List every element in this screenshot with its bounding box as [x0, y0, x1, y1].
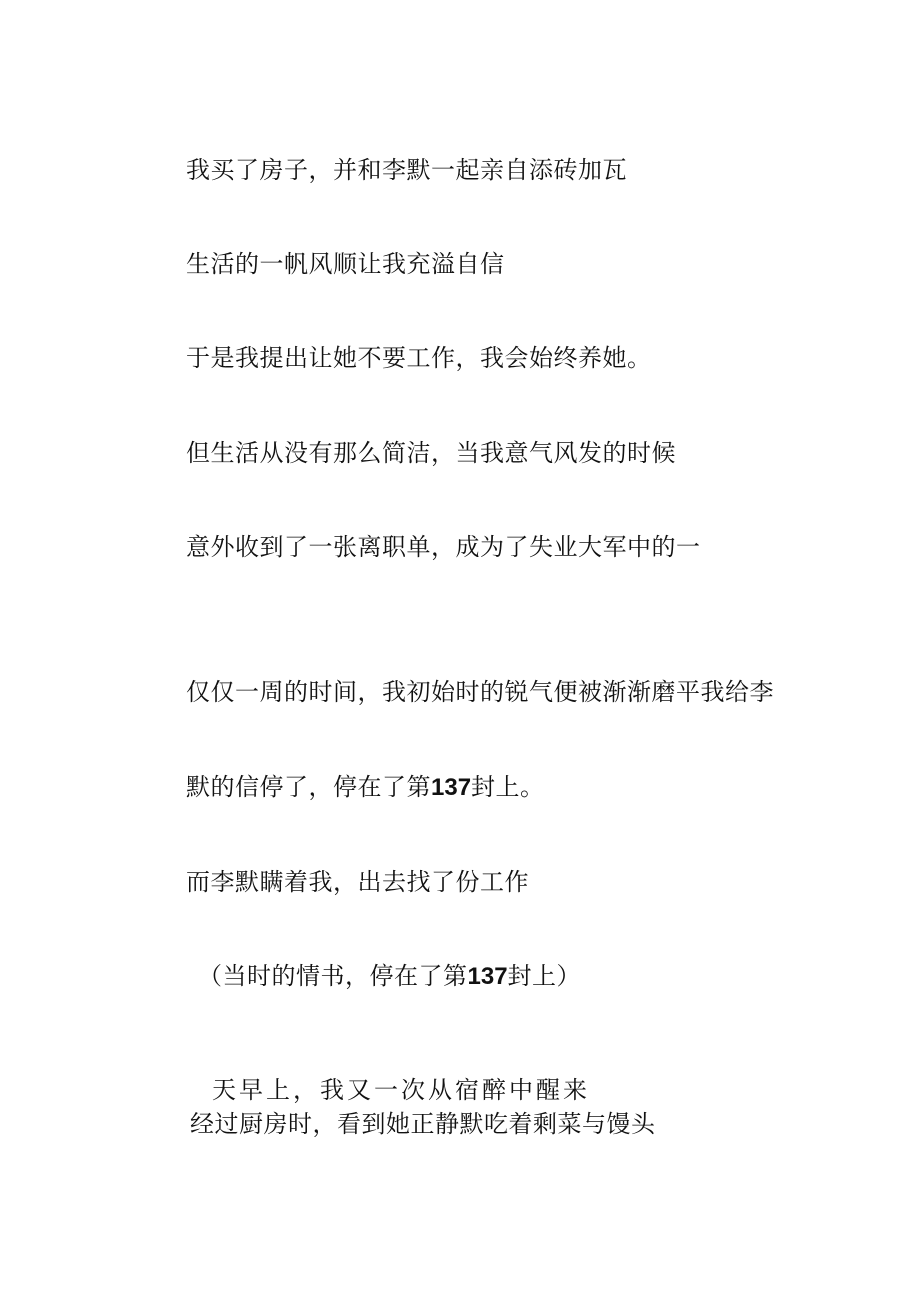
caption-line [198, 960, 581, 993]
caption-after: 封上） [507, 962, 582, 990]
text-line-7 [186, 771, 545, 804]
text-line-1: 我买了房子，并和李默一起亲自添砖加瓦 [186, 156, 627, 184]
text-line-6: 仅仅一周的时间，我初始时的锐气便被渐渐磨平我给李 [186, 678, 774, 706]
letter-count-number: 137 [431, 774, 472, 801]
text-line-9: 天早上，我又一次从宿醉中醒来 [212, 1076, 590, 1104]
text-line-10: 经过厨房时，看到她正静默吃着剩菜与馒头 [190, 1110, 656, 1138]
text-line-2: 生活的一帆风顺让我充溢自信 [186, 250, 505, 278]
letter-line-after: 封上。 [471, 773, 545, 801]
text-line-5: 意外收到了一张离职单，成为了失业大军中的一 [186, 533, 701, 561]
caption-number: 137 [467, 963, 508, 990]
text-line-4: 但生活从没有那么简洁，当我意气风发的时候 [186, 439, 676, 467]
text-line-8: 而李默瞒着我，出去找了份工作 [186, 868, 529, 896]
caption-before: （当时的情书，停在了第 [198, 962, 468, 990]
text-line-3: 于是我提出让她不要工作，我会始终养她。 [186, 344, 652, 372]
letter-line-before: 默的信停了，停在了第 [186, 773, 431, 801]
